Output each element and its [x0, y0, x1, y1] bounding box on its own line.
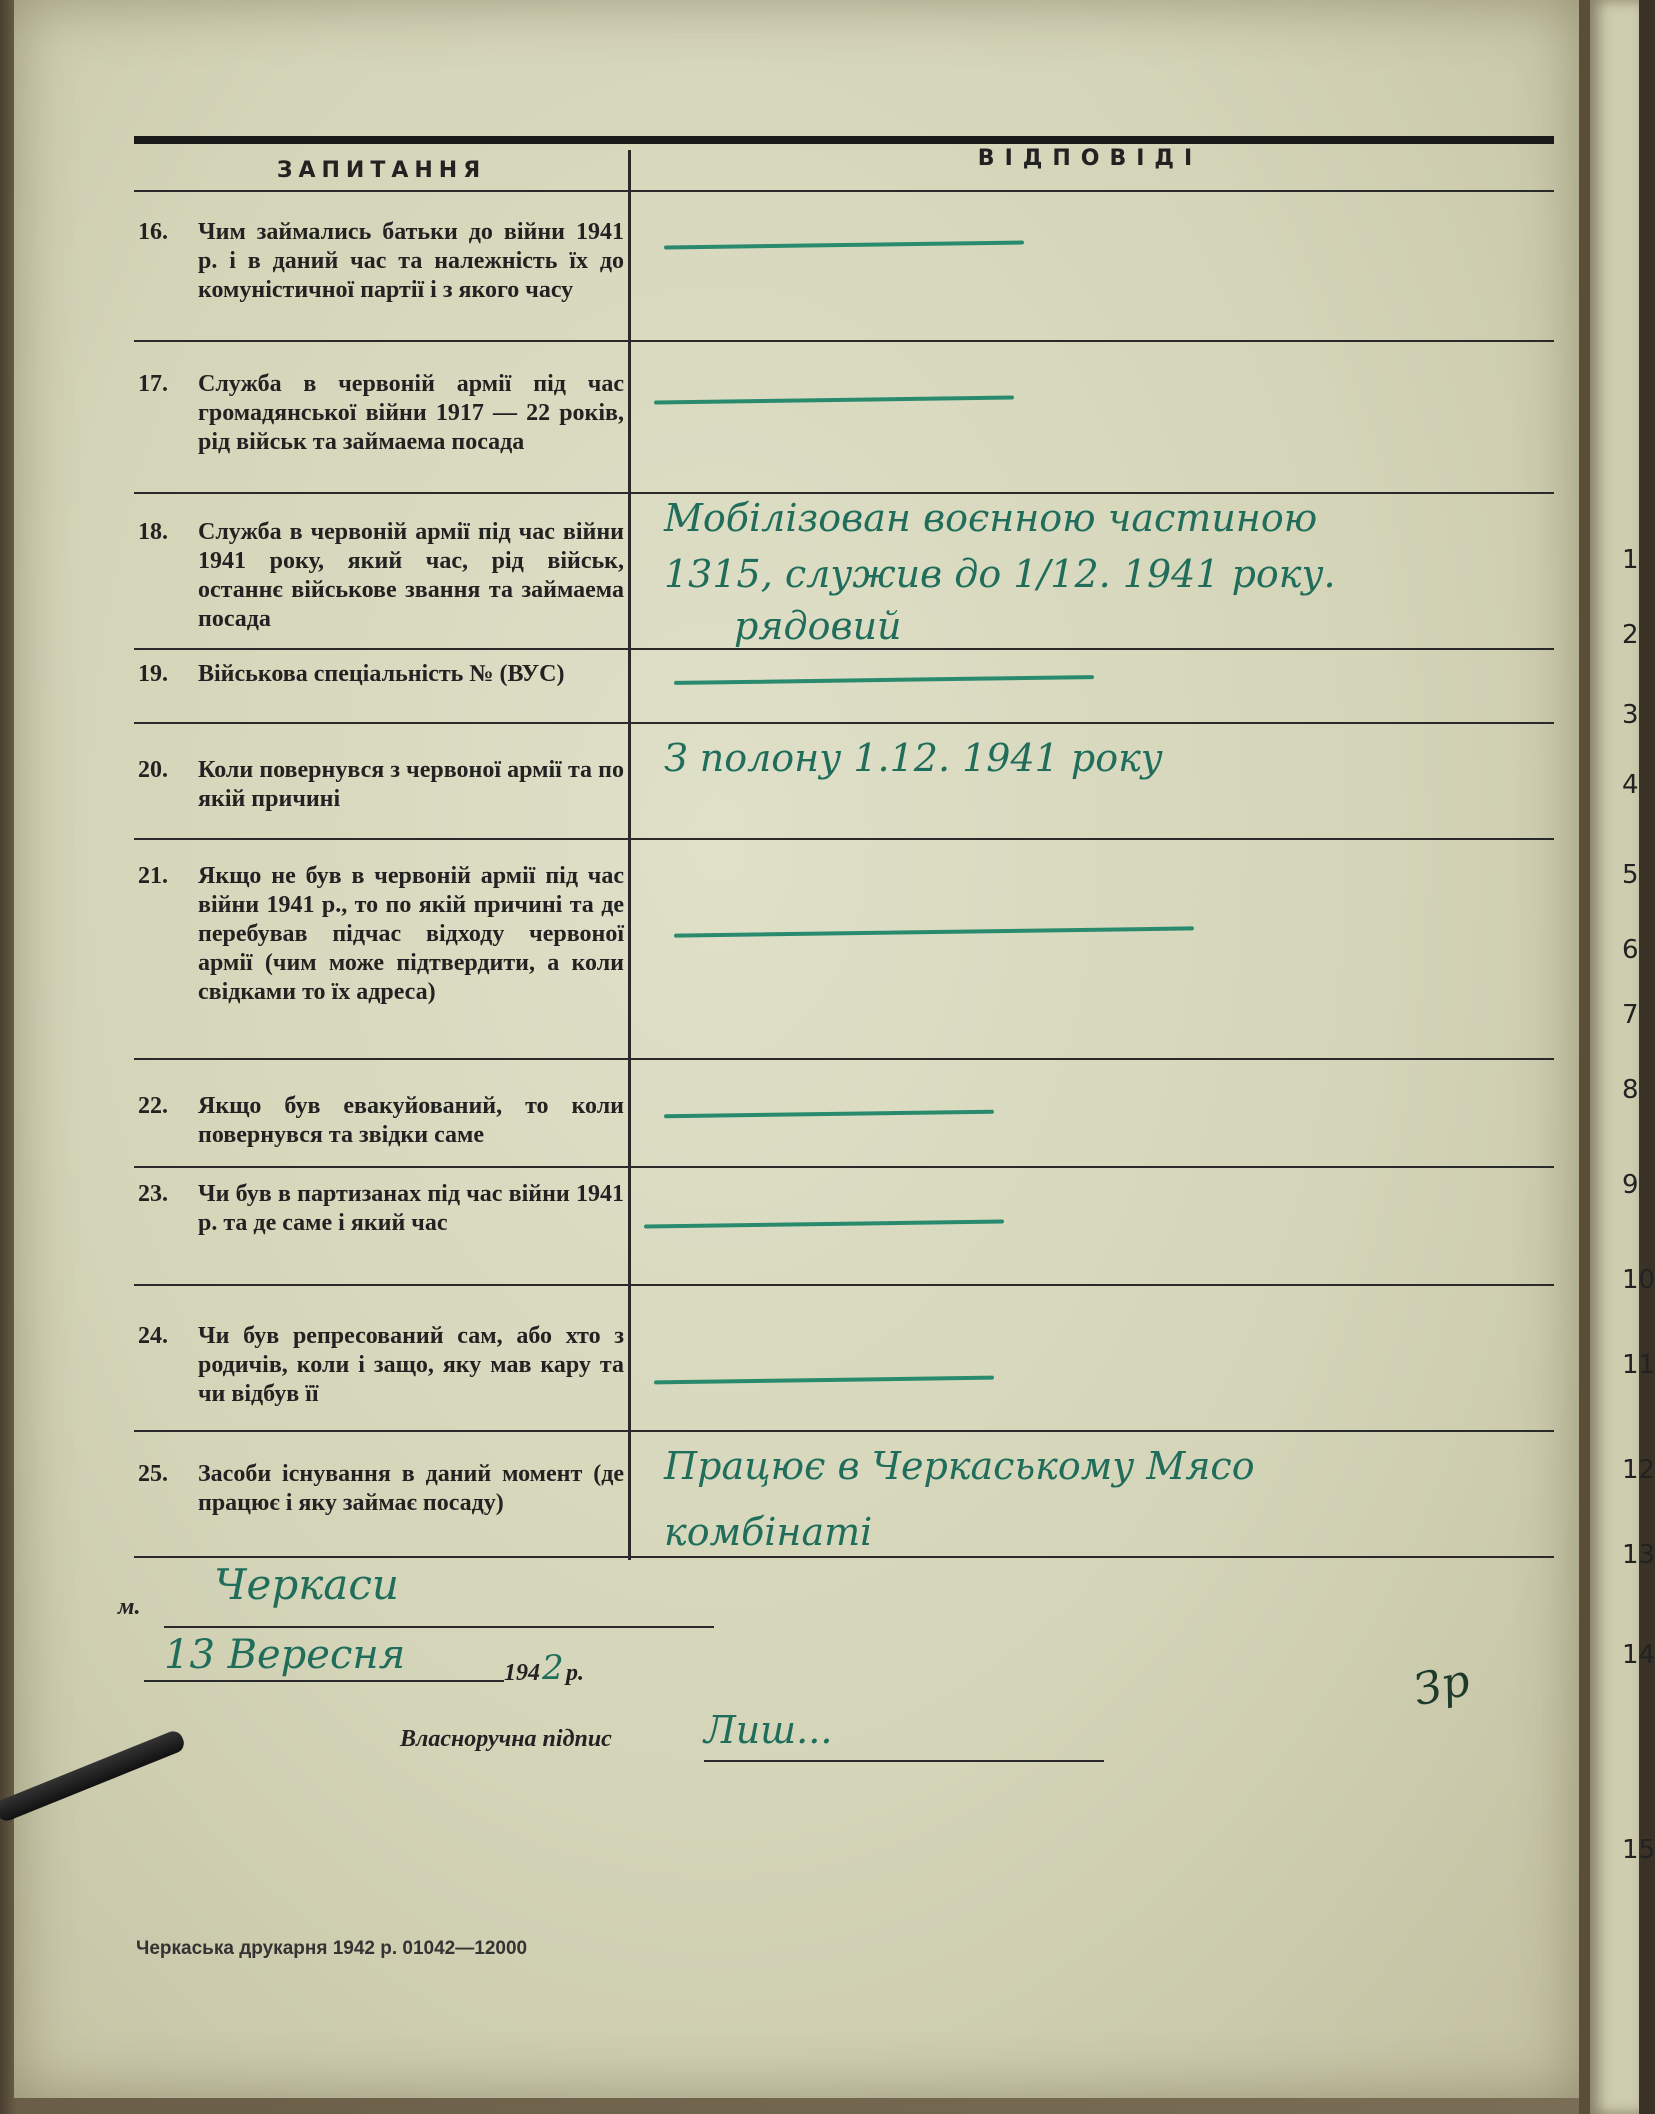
- question-22: [134, 1092, 624, 1150]
- date-underline: [144, 1680, 504, 1682]
- question-19: [134, 660, 624, 689]
- question-number: 25.: [138, 1461, 168, 1487]
- adjacent-page-number: 8: [1622, 1075, 1639, 1105]
- row-separator: [134, 1166, 1554, 1168]
- question-16: [134, 218, 624, 305]
- adjacent-page-number: 5: [1622, 860, 1639, 890]
- question-25: [134, 1460, 624, 1518]
- question-20: [134, 756, 624, 814]
- blank-answer-dash: [674, 675, 1094, 685]
- question-number: 19.: [138, 661, 168, 687]
- question-text: Військова спеціальність № (ВУС): [198, 661, 565, 687]
- adjacent-page-number: 9: [1622, 1170, 1639, 1200]
- question-text: Якщо був евакуйований, то коли повернувся та звідки саме: [198, 1093, 624, 1148]
- blank-answer-dash: [664, 1110, 994, 1119]
- question-21: [134, 862, 624, 1007]
- date-year-printed: 194: [504, 1660, 540, 1686]
- answer-18-line-2: 1315, служив до 1/12. 1941 року.: [664, 552, 1336, 596]
- question-text: Чи був репресований сам, або хто з родичів, коли і защо, яку мав кару та чи відбув її: [198, 1323, 624, 1407]
- blank-answer-dash: [674, 926, 1194, 937]
- adjacent-page-number: 3: [1622, 700, 1639, 730]
- adjacent-page-number: 11: [1622, 1350, 1655, 1380]
- row-separator: [134, 648, 1554, 650]
- blank-answer-dash: [664, 240, 1024, 249]
- question-text: Служба в червоній армії під час громадянської війни 1917 — 22 років, рід військ та займаема посада: [198, 371, 624, 455]
- date-handwritten: 13 Вересня: [164, 1632, 406, 1678]
- questions-header: ЗАПИТАННЯ: [276, 158, 487, 183]
- question-24: [134, 1322, 624, 1409]
- question-17: [134, 370, 624, 457]
- question-number: 18.: [138, 519, 168, 545]
- question-23: [134, 1180, 624, 1238]
- printing-imprint: Черкаська друкарня 1942 р. 01042—12000: [136, 1938, 528, 1959]
- question-text: Чим займались батьки до війни 1941 р. і в даний час та належність їх до комуністичної партії і з якого часу: [198, 219, 624, 303]
- row-separator: [134, 722, 1554, 724]
- adjacent-page-number: 14: [1622, 1640, 1655, 1670]
- book-gutter: [1579, 0, 1590, 2114]
- question-text: Коли повернувся з червоної армії та по якій причині: [198, 757, 624, 812]
- question-number: 21.: [138, 863, 168, 889]
- adjacent-page-edge: [1590, 0, 1639, 2114]
- answers-header: ВІДПОВІДІ: [977, 146, 1203, 171]
- adjacent-page-number: 10: [1622, 1265, 1655, 1295]
- adjacent-page-number: 15: [1622, 1835, 1655, 1865]
- question-number: 16.: [138, 219, 168, 245]
- adjacent-page-number: 13: [1622, 1540, 1655, 1570]
- city-handwritten: Черкаси: [214, 1560, 399, 1609]
- answer-18-line-3: рядовий: [734, 604, 902, 648]
- question-text: Чи був в партизанах під час війни 1941 р. та де саме і який час: [198, 1181, 624, 1236]
- adjacent-page-number: 6: [1622, 935, 1639, 965]
- answer-18-line-1: Мобілізован воєнною частиною: [664, 496, 1318, 540]
- adjacent-page-number: 1: [1622, 545, 1639, 575]
- answer-25-line-1: Працює в Черкаському Мясо: [664, 1444, 1255, 1488]
- question-number: 23.: [138, 1181, 168, 1207]
- question-text: Якщо не був в червоній армії під час війни 1941 р., то по якій причині та де перебував підчас відходу червоної армії (чим може підтвердити, а коли свідками то їх адреса): [198, 863, 624, 1005]
- column-divider: [628, 150, 631, 1560]
- answer-20-line-1: З полону 1.12. 1941 року: [664, 736, 1163, 780]
- question-number: 24.: [138, 1323, 168, 1349]
- blank-answer-dash: [654, 1376, 994, 1385]
- signature-handwritten: Лиш...: [704, 1708, 833, 1752]
- signature-label: Власноручна підпис: [400, 1726, 612, 1752]
- question-text: Засоби існування в даний момент (де працює і яку займає посаду): [198, 1461, 624, 1516]
- signature-underline: [704, 1760, 1104, 1762]
- questionnaire-page: [14, 0, 1579, 2098]
- row-separator: [134, 1058, 1554, 1060]
- row-separator: [134, 340, 1554, 342]
- question-18: [134, 518, 624, 634]
- answer-25-line-2: комбінаті: [664, 1510, 873, 1554]
- adjacent-page-number: 4: [1622, 770, 1639, 800]
- row-separator: [134, 1284, 1554, 1286]
- blank-answer-dash: [654, 395, 1014, 404]
- row-separator: [134, 1556, 1554, 1558]
- adjacent-page-number: 12: [1622, 1455, 1655, 1485]
- margin-note: Зр: [1409, 1654, 1475, 1717]
- question-text: Служба в червоній армії під час війни 1941 року, який час, рід військ, останнє військове звання та займаема посада: [198, 519, 624, 632]
- row-separator: [134, 492, 1554, 494]
- question-number: 22.: [138, 1093, 168, 1119]
- date-year-handwritten: 2: [542, 1648, 564, 1688]
- row-separator: [134, 838, 1554, 840]
- city-underline: [164, 1626, 714, 1628]
- adjacent-page-number: 7: [1622, 1000, 1639, 1030]
- adjacent-page-number: 2: [1622, 620, 1639, 650]
- header-rule-top: [134, 136, 1554, 144]
- question-number: 17.: [138, 371, 168, 397]
- blank-answer-dash: [644, 1219, 1004, 1228]
- city-prefix: м.: [118, 1594, 141, 1620]
- date-suffix: р.: [566, 1660, 584, 1686]
- header-rule-bottom: [134, 190, 1554, 192]
- row-separator: [134, 1430, 1554, 1432]
- question-number: 20.: [138, 757, 168, 783]
